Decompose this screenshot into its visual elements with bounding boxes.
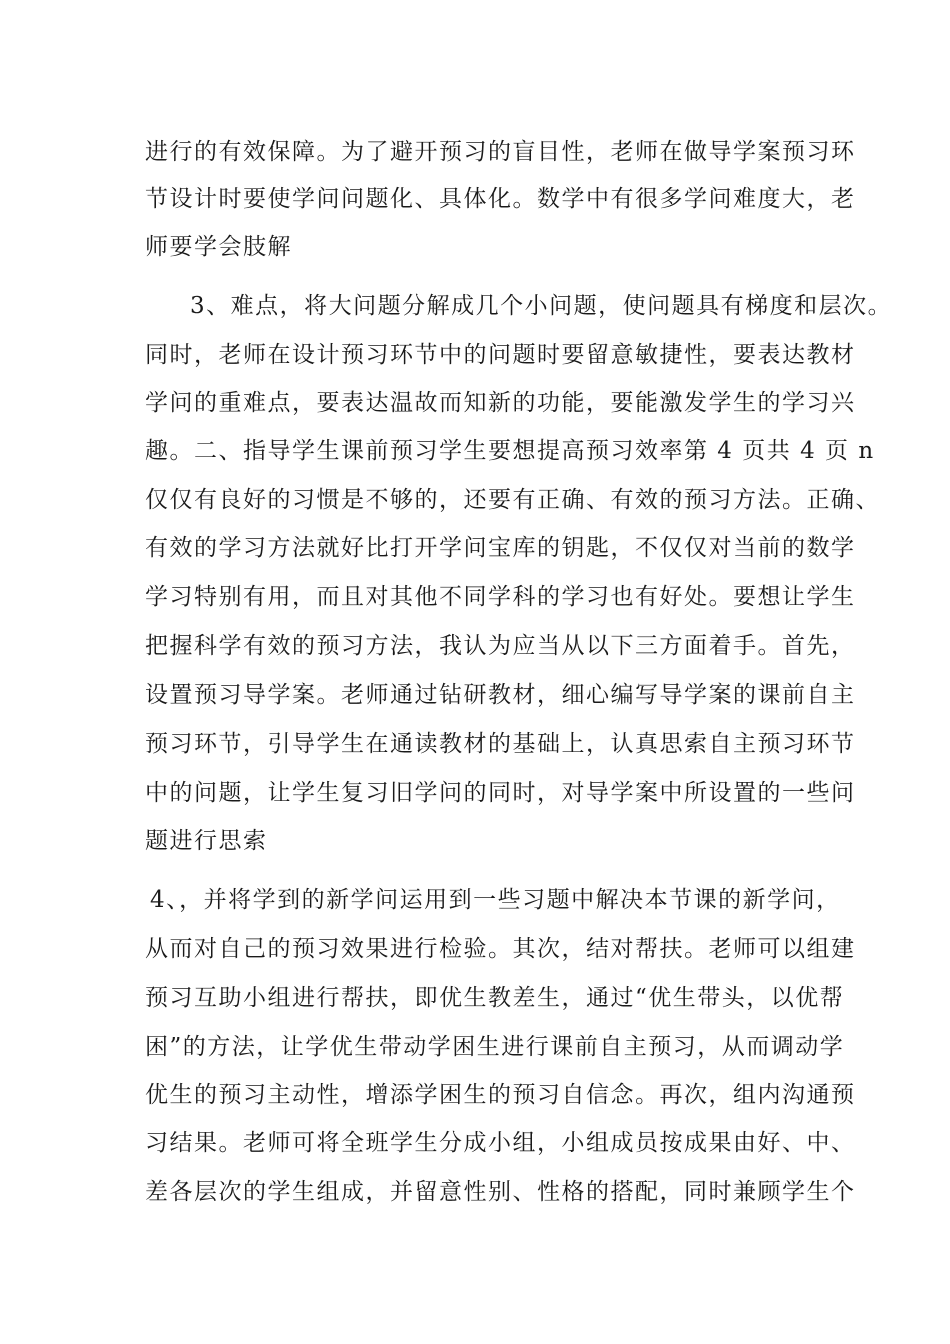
text-line: 习结果。老师可将全班学生分成小组，小组成员按成果由好、中、	[145, 1130, 856, 1156]
text-line: 3、难点，将大问题分解成几个小问题，使问题具有梯度和层次。	[190, 293, 893, 319]
text-line: 同时，老师在设计预习环节中的问题时要留意敏捷性，要表达教材	[145, 342, 856, 368]
text-line: 预习互助小组进行帮扶，即优生教差生，通过“优生带头，以优帮	[145, 985, 845, 1011]
text-line: 题进行思索	[145, 828, 268, 854]
text-line: 从而对自己的预习效果进行检验。其次，结对帮扶。老师可以组建	[145, 936, 856, 962]
text-line: 学问的重难点，要表达温故而知新的功能，要能激发学生的学习兴	[145, 390, 856, 416]
text-line: 把握科学有效的预习方法，我认为应当从以下三方面着手。首先，	[145, 633, 856, 659]
text-line: 节设计时要使学问问题化、具体化。数学中有很多学问难度大，老	[145, 186, 856, 212]
text-line: 趣。二、指导学生课前预习学生要想提高预习效率第 4 页共 4 页 n	[145, 438, 875, 464]
text-line: 中的问题，让学生复习旧学问的同时，对导学案中所设置的一些问	[145, 780, 856, 806]
text-line: 学习特别有用，而且对其他不同学科的学习也有好处。要想让学生	[145, 584, 856, 610]
text-line: 设置预习导学案。老师通过钻研教材，细心编写导学案的课前自主	[145, 682, 856, 708]
text-line: 进行的有效保障。为了避开预习的盲目性，老师在做导学案预习环	[145, 139, 856, 165]
text-line: 4、，并将学到的新学问运用到一些习题中解决本节课的新学问，	[150, 887, 841, 913]
text-line: 优生的预习主动性，增添学困生的预习自信念。再次，组内沟通预	[145, 1082, 856, 1108]
text-line: 仅仅有良好的习惯是不够的，还要有正确、有效的预习方法。正确、	[145, 487, 880, 513]
text-line: 师要学会肢解	[145, 234, 292, 260]
text-line: 有效的学习方法就好比打开学问宝库的钥匙，不仅仅对当前的数学	[145, 535, 856, 561]
text-line: 差各层次的学生组成，并留意性别、性格的搭配，同时兼顾学生个	[145, 1179, 856, 1205]
text-line: 困”的方法，让学优生带动学困生进行课前自主预习，从而调动学	[145, 1034, 845, 1060]
text-line: 预习环节，引导学生在通读教材的基础上，认真思索自主预习环节	[145, 731, 856, 757]
